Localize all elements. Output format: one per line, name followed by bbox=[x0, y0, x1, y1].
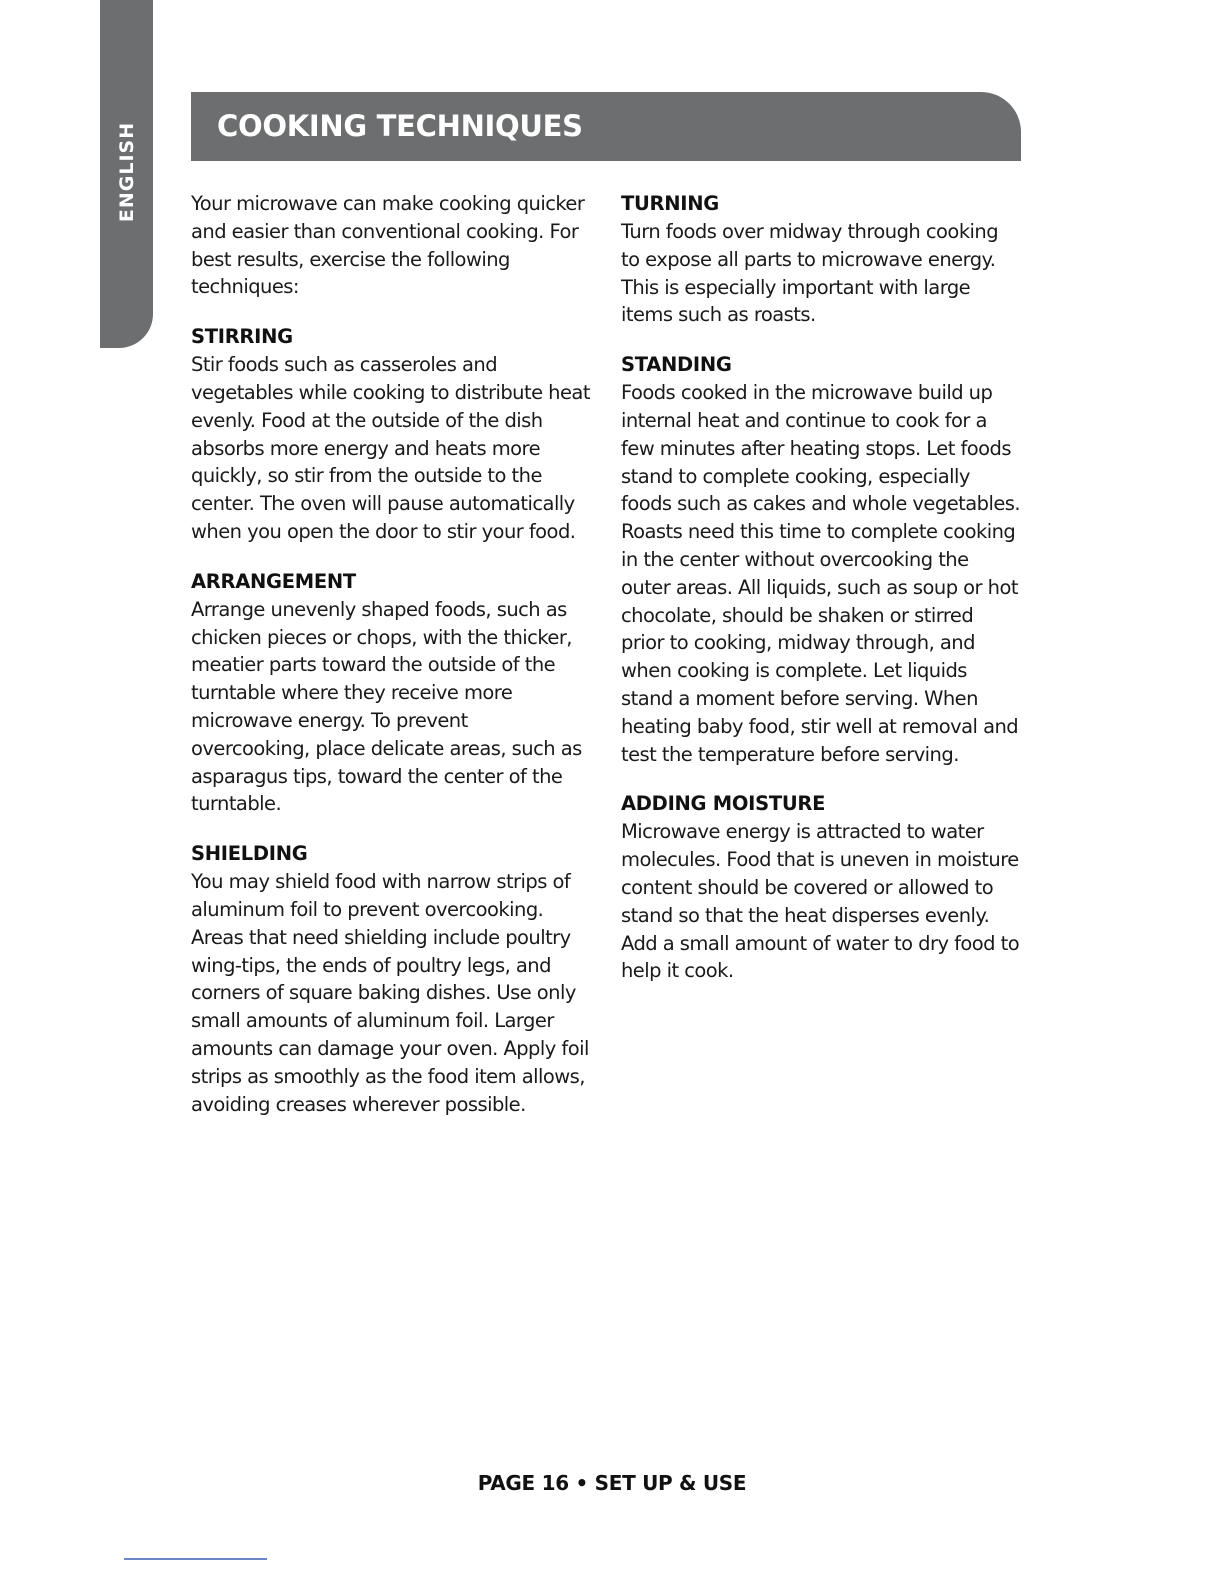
standing-body: Foods cooked in the microwave build up internal heat and continue to cook for a few minutes after heating stops. Let foods stand to complete cooking, especially foods such as cakes and whole vegetables. Roasts need this time to complete cooking in the center without overcooking the outer areas. All liquids, such as soup or hot chocolate, should be shaken or stirred prior to cooking, midway through, and when cooking is complete. Let liquids stand a moment before serving. When heating baby food, stir well at removal and test the temperature before serving. bbox=[621, 381, 1021, 766]
arrangement-body: Arrange unevenly shaped foods, such as chicken pieces or chops, with the thicker, meatier parts toward the outside of the turntable where they receive more microwave energy. To prevent overcooking, place delicate areas, such as asparagus tips, toward the center of the turntable. bbox=[191, 597, 582, 816]
shielding-body: You may shield food with narrow strips of aluminum foil to prevent overcooking. Areas that need shielding include poultry wing-tips, the ends of poultry legs, and corners of square baking dishes. Use only small amounts of aluminum foil. Larger amounts can damage your oven. Apply foil strips as smoothly as the food item allows, avoiding creases wherever possible. bbox=[191, 870, 589, 1116]
stirring-heading: STIRRING bbox=[191, 325, 293, 349]
arrangement-heading: ARRANGEMENT bbox=[191, 569, 356, 593]
turning-body: Turn foods over midway through cooking to expose all parts to microwave energy. This is especially important with large items such as roasts. bbox=[621, 220, 999, 327]
page-title: COOKING TECHNIQUES bbox=[217, 109, 583, 143]
adding-moisture-section bbox=[621, 790, 1021, 985]
adding-moisture-heading: ADDING MOISTURE bbox=[621, 792, 826, 816]
stirring-body: Stir foods such as casseroles and vegetables while cooking to distribute heat evenly. Food at the outside of the dish absorbs more energy and heats more quickly, so stir from the outside to the center. The oven will pause automatically when you open the door to stir your food. bbox=[191, 353, 590, 543]
footer-divider bbox=[124, 1558, 267, 1560]
stirring-section bbox=[191, 323, 591, 546]
section-banner bbox=[191, 92, 1021, 161]
adding-moisture-body: Microwave energy is attracted to water molecules. Food that is uneven in moisture content should be covered or allowed to stand so that the heat disperses evenly. Add a small amount of water to dry food to help it cook. bbox=[621, 820, 1020, 983]
right-column bbox=[621, 190, 1021, 1007]
intro-section bbox=[191, 190, 591, 301]
shielding-section bbox=[191, 840, 591, 1118]
standing-section bbox=[621, 351, 1021, 768]
arrangement-section bbox=[191, 568, 591, 818]
turning-heading: TURNING bbox=[621, 192, 719, 215]
turning-section bbox=[621, 190, 1021, 329]
left-column bbox=[191, 190, 591, 1140]
standing-heading: STANDING bbox=[621, 353, 732, 377]
language-tab-label: ENGLISH bbox=[116, 121, 138, 223]
page-footer: PAGE 16 • SET UP & USE bbox=[477, 1471, 747, 1495]
intro-paragraph: Your microwave can make cooking quicker and easier than conventional cooking. For best results, exercise the following techniques: bbox=[191, 192, 585, 299]
shielding-heading: SHIELDING bbox=[191, 842, 308, 866]
